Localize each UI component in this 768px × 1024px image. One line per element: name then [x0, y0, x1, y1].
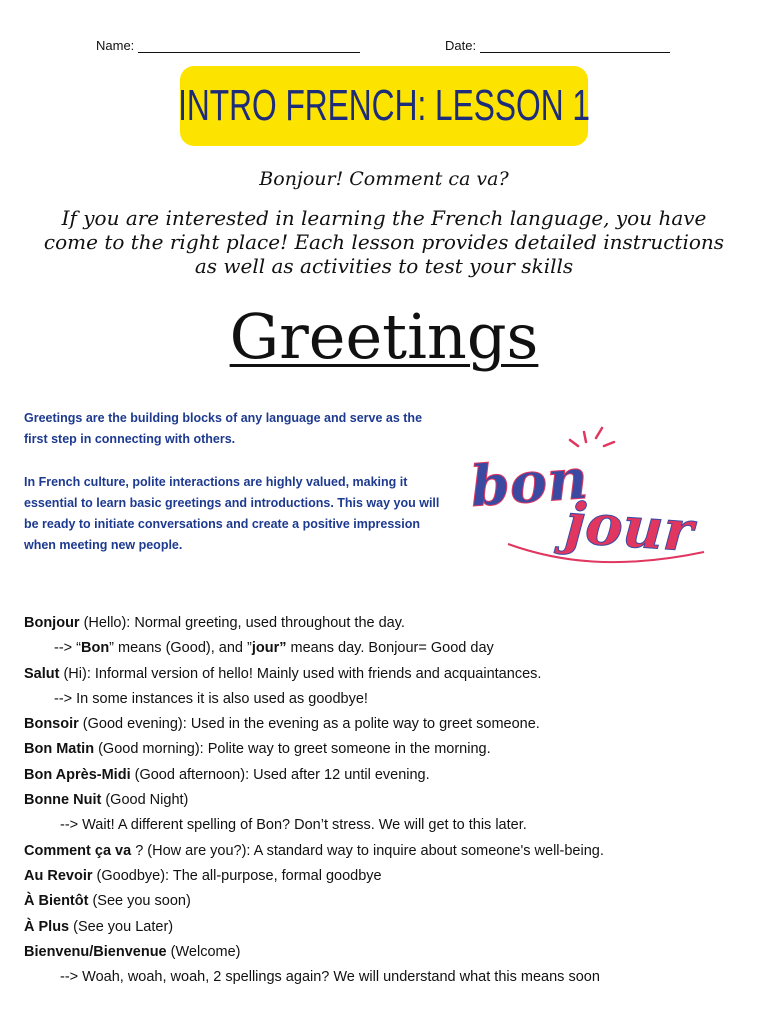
vocab-item — [24, 889, 754, 914]
vocab-item — [24, 788, 754, 813]
paragraph-1: Greetings are the building blocks of any language and serve as the first step in connecting with others. — [24, 411, 423, 446]
name-line[interactable] — [138, 38, 360, 53]
date-label: Date: — [445, 38, 477, 53]
vocab-list — [24, 611, 754, 990]
section-heading: Greetings — [229, 300, 539, 373]
vocab-item — [24, 915, 754, 940]
vocab-text: (See you Later) — [69, 918, 174, 935]
vocab-item — [24, 763, 754, 788]
vocab-term: Bon Matin — [24, 741, 95, 758]
vocab-term: Salut — [24, 665, 60, 682]
vocab-text: means day. Bonjour= Good day — [286, 640, 494, 657]
vocab-text: (See you soon) — [88, 893, 191, 910]
vocab-term: À Bientôt — [24, 893, 89, 910]
vocab-text: --> In some instances it is also used as goodbye! — [54, 690, 368, 707]
vocab-term: jour” — [251, 640, 287, 657]
vocab-text: (Welcome) — [166, 943, 241, 960]
vocab-text: ? (How are you?): A standard way to inquire about someone's well-being. — [131, 842, 604, 859]
vocab-text: ” means (Good), and ” — [109, 640, 252, 657]
name-label: Name: — [96, 38, 135, 53]
vocab-text: (Hello): Normal greeting, used throughout the day. — [79, 615, 405, 631]
vocab-term: À Plus — [24, 918, 70, 935]
vocab-text: (Good evening): Used in the evening as a polite way to greet someone. — [78, 716, 540, 733]
vocab-text: (Hi): Informal version of hello! Mainly used with friends and acquaintances. — [59, 665, 542, 682]
vocab-text: (Good morning): Polite way to greet someone in the morning. — [94, 741, 491, 758]
vocab-item — [24, 940, 754, 965]
name-field[interactable] — [96, 38, 360, 53]
vocab-term: Bon Après-Midi — [24, 766, 131, 783]
date-line[interactable] — [480, 38, 670, 53]
vocab-item — [24, 662, 754, 687]
vocab-term: Comment ça va — [24, 842, 132, 859]
subtitle: Bonjour! Comment ca va? — [259, 168, 509, 190]
intro-text: If you are interested in learning the French language, you have come to the right place! Each lesson provides detailed instructions as well as activities to test your skills — [43, 206, 725, 278]
vocab-item — [24, 611, 754, 636]
paragraph-2: In French culture, polite interactions are highly valued, making it essential to learn basic greetings and introductions. This way you will be ready to initiate conversations and create a positive impression when meeting new people. — [24, 475, 440, 552]
vocab-item — [24, 687, 754, 712]
svg-text:bon: bon — [468, 445, 590, 520]
vocab-item — [24, 813, 754, 838]
vocab-item — [24, 864, 754, 889]
vocab-text: (Good Night) — [101, 792, 189, 809]
sparkle-icon — [570, 428, 614, 446]
vocab-text: --> “ — [54, 640, 81, 657]
vocab-text: --> Woah, woah, woah, 2 spellings again? We will understand what this means soon — [60, 969, 600, 986]
vocab-term: Bon — [80, 640, 110, 657]
vocab-text: (Goodbye): The all-purpose, formal goodbye — [92, 867, 382, 884]
vocab-text: (Good afternoon): Used after 12 until evening. — [130, 766, 430, 783]
vocab-item — [24, 965, 754, 990]
svg-text:jour: jour — [563, 490, 696, 565]
vocab-term: Bienvenu/Bienvenue — [24, 943, 167, 960]
bonjour-illustration — [468, 402, 714, 582]
vocab-term: Au Revoir — [24, 867, 93, 884]
vocab-term: Bonsoir — [24, 716, 79, 733]
form-fields — [0, 38, 768, 58]
vocab-text: --> Wait! A different spelling of Bon? Don’t stress. We will get to this later. — [60, 817, 527, 834]
page-title: INTRO FRENCH: LESSON 1 — [178, 81, 590, 130]
date-field[interactable] — [445, 38, 670, 53]
vocab-item — [24, 839, 754, 864]
title-banner — [180, 66, 588, 146]
vocab-item — [24, 636, 754, 661]
vocab-term: Bonjour — [24, 615, 80, 631]
vocab-item — [24, 737, 754, 762]
vocab-item — [24, 712, 754, 737]
vocab-term: Bonne Nuit — [24, 792, 102, 809]
